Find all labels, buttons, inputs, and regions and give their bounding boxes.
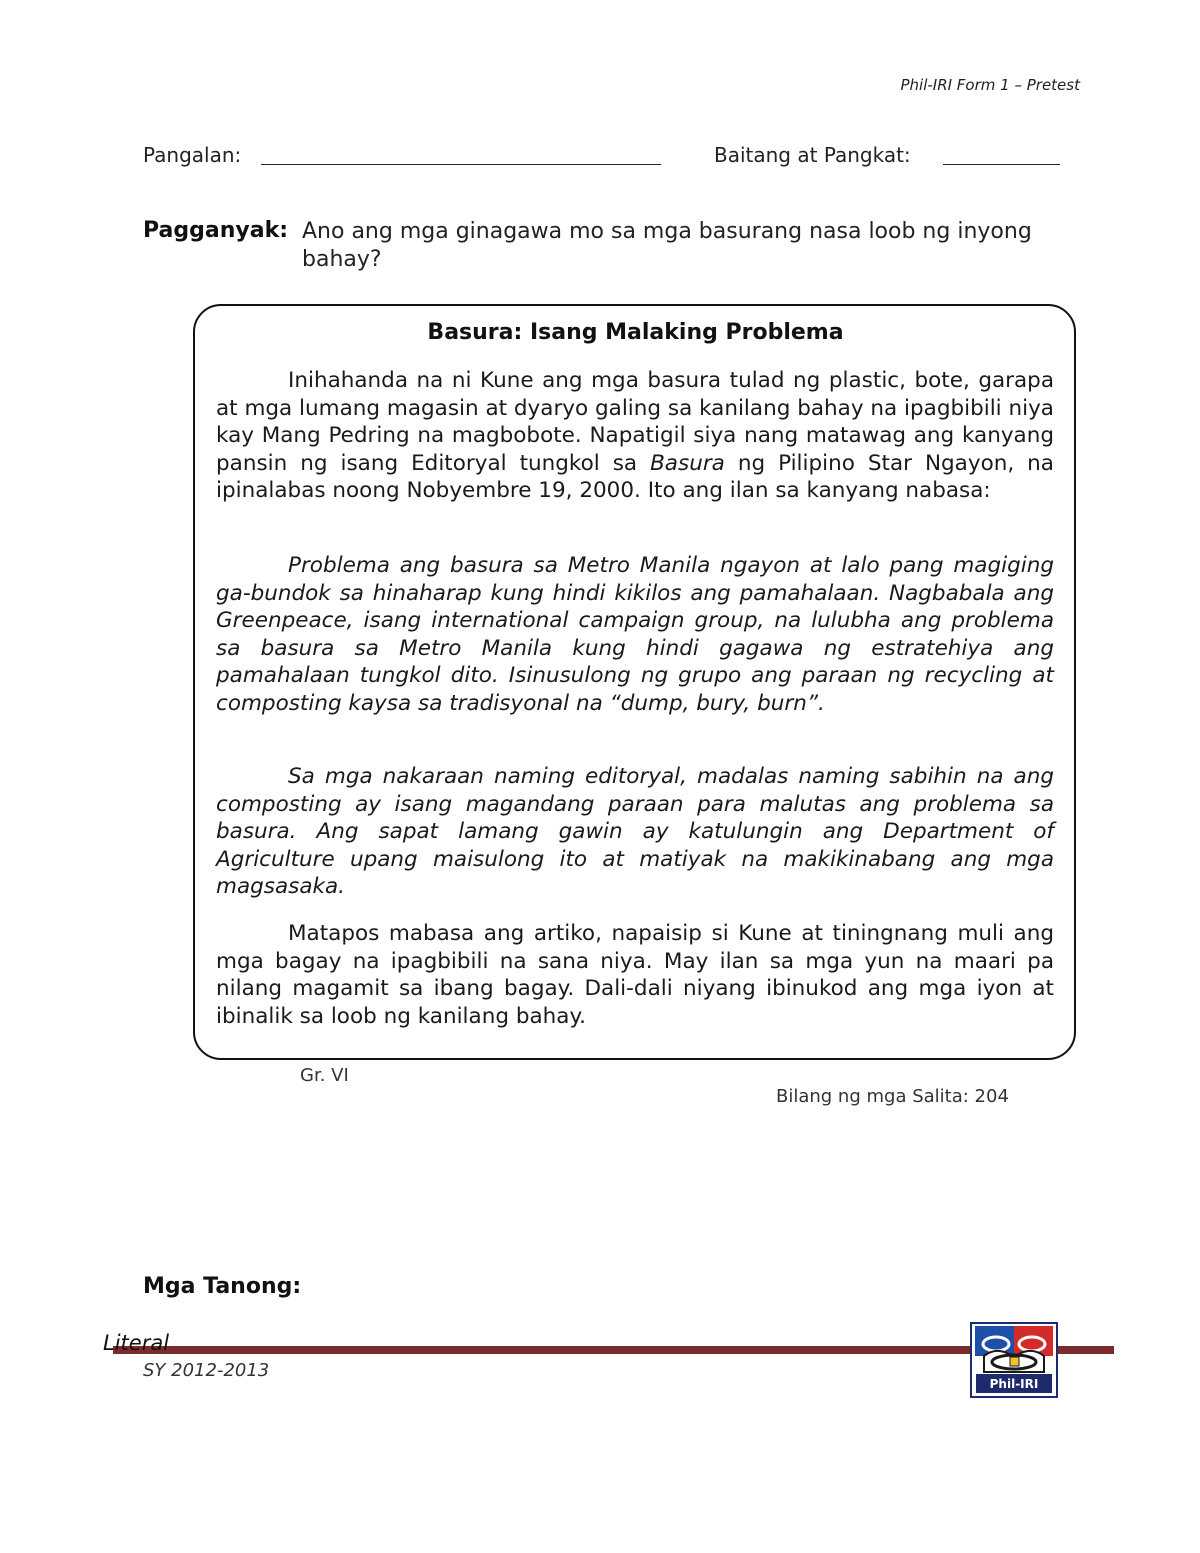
form-label: Phil-IRI Form 1 – Pretest xyxy=(900,76,1080,94)
logo-text: Phil-IRI xyxy=(989,1377,1039,1391)
grade-level-label: Gr. VI xyxy=(300,1065,349,1086)
footer-rule xyxy=(113,1346,1114,1354)
word-count: Bilang ng mga Salita: 204 xyxy=(776,1086,1009,1107)
paragraph-1-text-a: Inihahanda na ni Kune ang mga basura tulad ng plastic, bote, garapa at mga lumang magasin at dyaryo galing sa kanilang bahay na ipagbibili niya kay Mang Pedring na magbobote. Napatigil siya nang matawag ang kanyang pansin ng isang Editoryal tungkol sa xyxy=(216,368,1054,476)
name-label: Pangalan: xyxy=(143,143,242,167)
story-title: Basura: Isang Malaking Problema xyxy=(427,320,844,345)
story-paragraph-2: Problema ang basura sa Metro Manila ngayon at lalo pang magiging ga-bundok sa hinaharap kung hindi kikilos ang pamahalaan. Nagbabala ang Greenpeace, isang international campaign group, na lulubha ang problema sa basura sa Metro Manila kung hindi gagawa ng estratehiya ang pamahalaan tungkol dito. Isinusulong ng grupo ang paraan ng recycling at composting kaysa sa tradisyonal na “dump, bury, burn”. xyxy=(216,553,1054,716)
story-paragraph-1 xyxy=(216,367,1054,505)
school-year: SY 2012-2013 xyxy=(143,1360,270,1381)
story-paragraph-3: Sa mga nakaraan naming editoryal, madalas naming sabihin na ang composting ay isang magandang paraan para malutas ang problema sa basura. Ang sapat lamang gawin ay katulungin ang Department of Agriculture upang maisulong ito at matiyak na makikinabang ang mga magsasaka. xyxy=(216,764,1054,899)
story-paragraph-4: Matapos mabasa ang artiko, napaisip si Kune at tiningnang muli ang mga bagay na ipagbibili na sana niya. May ilan sa mga yun na maari pa nilang magamit sa ibang bagay. Dali-dali niyang ibinukod ang mga iyon at ibinalik sa loob ng kanilang bahay. xyxy=(216,921,1054,1029)
grade-section-label: Baitang at Pangkat: xyxy=(714,143,911,167)
motivation-question: Ano ang mga ginagawa mo sa mga basurang nasa loob ng inyong bahay? xyxy=(302,219,1032,272)
paragraph-1-italic-word: Basura xyxy=(650,450,725,476)
grade-section-line xyxy=(943,164,1060,165)
motivation-label: Pagganyak: xyxy=(143,218,288,243)
question-category-label: Literal xyxy=(103,1331,170,1355)
phil-iri-logo xyxy=(970,1322,1058,1398)
paragraph-1-text-b: ng Pilipino Star Ngayon, na ipinalabas noong Nobyembre 19, 2000. Ito ang ilan sa kanyang nabasa: xyxy=(216,450,1054,503)
questions-heading: Mga Tanong: xyxy=(143,1274,302,1299)
name-line xyxy=(261,164,661,165)
